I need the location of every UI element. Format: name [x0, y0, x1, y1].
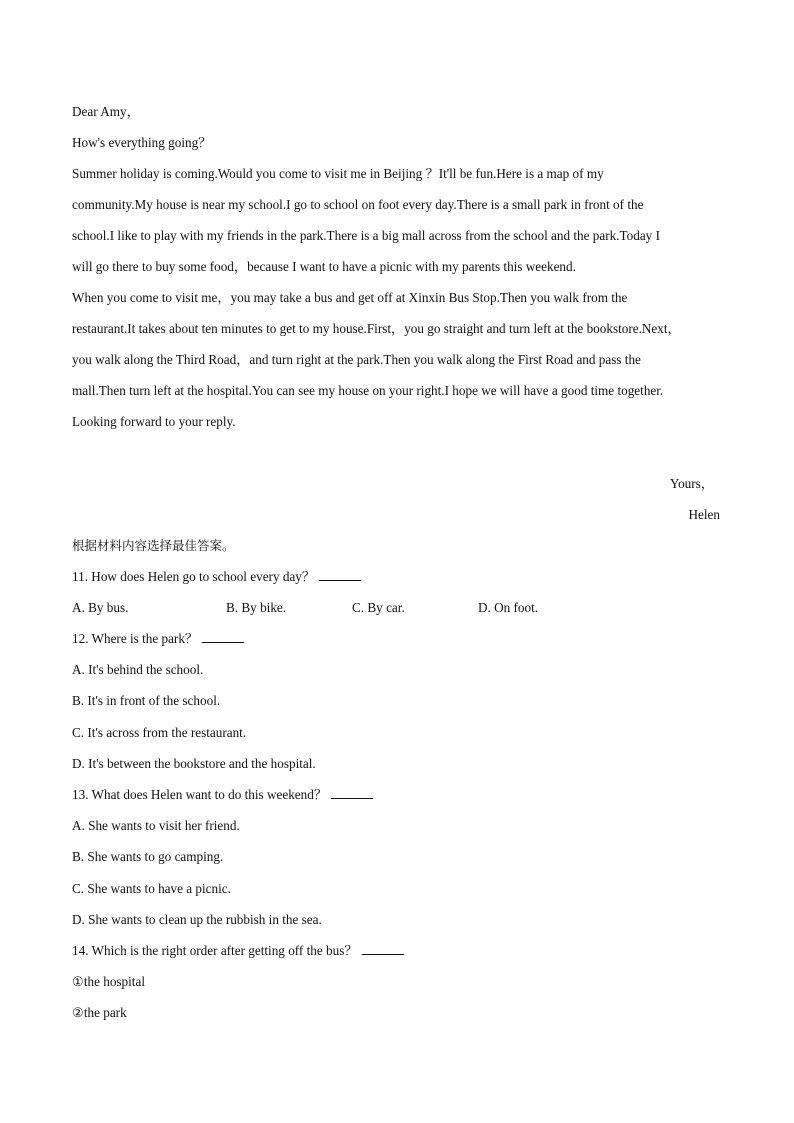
option-b: B. By bike.: [226, 600, 287, 615]
option-a: A. She wants to visit her friend.: [72, 818, 240, 833]
answer-blank: [319, 568, 361, 581]
option-d: D. On foot.: [478, 600, 539, 615]
option-c: C. She wants to have a picnic.: [72, 881, 231, 896]
letter-signature: Helen: [688, 507, 720, 522]
question-instruction: 根据材料内容选择最佳答案。: [72, 538, 235, 553]
option-d: D. She wants to clean up the rubbish in the sea.: [72, 912, 322, 927]
question-stem-text: 13. What does Helen want to do this weekend？: [72, 787, 328, 802]
letter-line: school.I like to play with my friends in the park.There is a big mall across from the school and the park.Today I: [72, 228, 660, 243]
question-14-stem: [72, 935, 404, 966]
option-a: A. By bus.: [72, 600, 129, 615]
question-stem-text: 12. Where is the park？: [72, 631, 199, 646]
answer-blank: [331, 786, 373, 799]
question-13-stem: [72, 779, 373, 810]
question-11-options: [72, 592, 720, 623]
question-stem-text: 14. Which is the right order after getting off the bus？: [72, 943, 358, 958]
letter-closing: Yours，: [669, 476, 714, 491]
order-item: ①the hospital: [72, 974, 145, 989]
letter-line: When you come to visit me，you may take a bus and get off at Xinxin Bus Stop.Then you walk from the: [72, 290, 628, 305]
letter-line: Summer holiday is coming.Would you come to visit me in Beijing ？It'll be fun.Here is a map of my: [72, 166, 604, 181]
option-a: A. It's behind the school.: [72, 662, 204, 677]
letter-line: restaurant.It takes about ten minutes to get to my house.First，you go straight and turn left at the bookstore.Next，: [72, 321, 681, 336]
question-12-stem: [72, 623, 244, 654]
letter-line: community.My house is near my school.I go to school on foot every day.There is a small park in front of the: [72, 197, 644, 212]
question-11-stem: [72, 561, 361, 592]
answer-blank: [202, 630, 244, 643]
option-b: B. She wants to go camping.: [72, 849, 224, 864]
letter-line: mall.Then turn left at the hospital.You can see my house on your right.I hope we will have a good time together.: [72, 383, 664, 398]
letter-greeting: Dear Amy，: [72, 104, 140, 119]
option-c: C. By car.: [352, 600, 405, 615]
option-d: D. It's between the bookstore and the hospital.: [72, 756, 316, 771]
option-c: C. It's across from the restaurant.: [72, 725, 247, 740]
answer-blank: [362, 942, 404, 955]
question-stem-text: 11. How does Helen go to school every day？: [72, 569, 316, 584]
letter-line: Looking forward to your reply.: [72, 414, 236, 429]
letter-opening: How's everything going？: [72, 135, 212, 150]
letter-line: will go there to buy some food，because I want to have a picnic with my parents this weekend.: [72, 259, 576, 274]
letter-line: you walk along the Third Road，and turn right at the park.Then you walk along the First Road and pass the: [72, 352, 641, 367]
option-b: B. It's in front of the school.: [72, 693, 221, 708]
order-item: ②the park: [72, 1005, 127, 1020]
